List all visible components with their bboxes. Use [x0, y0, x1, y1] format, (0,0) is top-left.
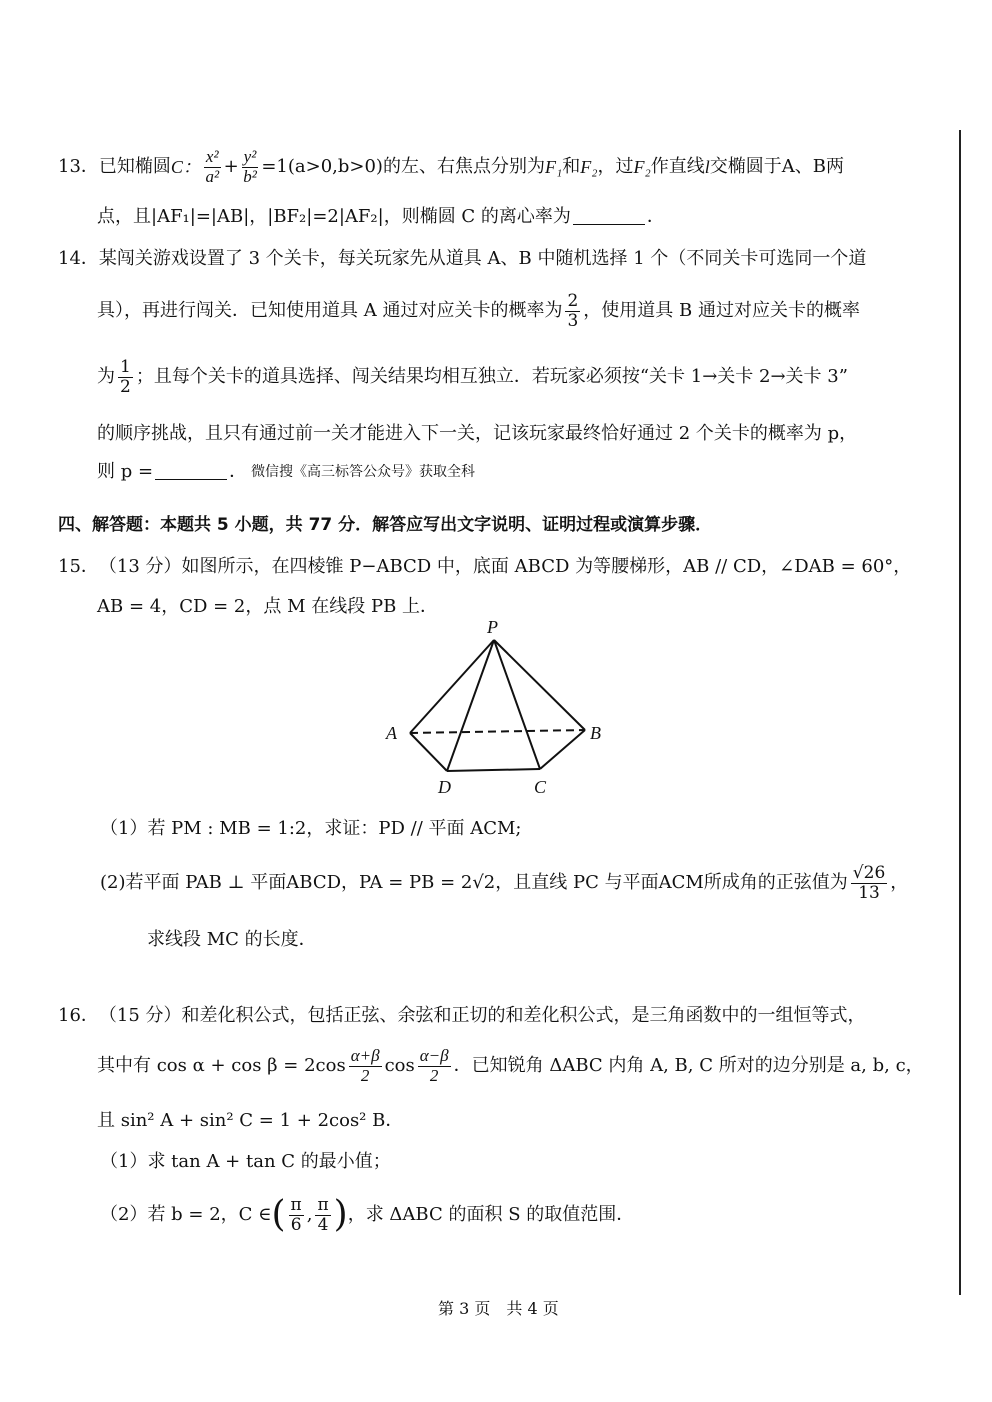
text: （1）若 PM : MB = 1:2，求证：PD // 平面 ACM;: [100, 818, 522, 839]
answer-blank: [573, 210, 645, 225]
num: 2: [567, 291, 579, 311]
num: π: [317, 1195, 329, 1215]
text: ，过: [597, 156, 634, 178]
fraction-alpha-minus-beta: [418, 1047, 451, 1085]
edge-PA: [410, 640, 494, 733]
den: 13: [858, 882, 880, 903]
edge-AD: [410, 733, 447, 771]
text: C：: [170, 157, 201, 178]
text: 的顺序挑战，且只有通过前一关才能进入下一关，记该玩家最终恰好通过 2 个关卡的概率为 p，: [97, 423, 858, 444]
answer-blank: [155, 465, 227, 480]
text: 其中有 cos α + cos β = 2cos: [97, 1055, 346, 1077]
label-C: C: [534, 777, 547, 797]
text: 某闯关游戏设置了 3 个关卡，每关玩家先从道具 A、B 中随机选择 1 个（不同关卡可选同一个道: [98, 248, 867, 269]
section-heading: 四、解答题：本题共 5 小题，共 77 分．解答应写出文字说明、证明过程或演算步骤．: [58, 515, 713, 535]
paren-close: ): [333, 1194, 348, 1236]
text: ，: [890, 872, 909, 894]
q15-part2-cont: [147, 931, 317, 949]
edge-PD: [447, 640, 494, 771]
q16-part2: （2）若 b = 2，C ∈ ( $\frac{\pi}{6}$ , $\frac{\pi}{4}$ ) ，求 ΔABC 的面积 S 的取值范围．: [100, 1194, 635, 1236]
q13-line2: [97, 208, 665, 226]
q14-line4: [97, 425, 857, 443]
text: （1）求 tan A + tan C 的最小值；: [100, 1151, 391, 1172]
q13-number: 13．: [58, 156, 99, 178]
text: 已知椭圆: [98, 156, 171, 178]
q16-line2: [97, 1047, 924, 1085]
den: a²: [205, 166, 220, 186]
paren-open: (: [271, 1194, 286, 1236]
edge-PB: [494, 640, 585, 730]
text: F₂: [633, 157, 651, 178]
text: +: [223, 156, 239, 178]
q15-line1: [58, 558, 911, 576]
text: 求线段 MC 的长度．: [147, 929, 317, 950]
text: F₁: [544, 157, 563, 178]
text: ；且每个关卡的道具选择、闯关结果均相互独立．若玩家必须按“关卡 1→关卡 2→关卡 3”: [135, 366, 848, 388]
q16-line3: [97, 1112, 403, 1130]
fraction-2-3: [565, 292, 580, 330]
num: y²: [243, 147, 257, 166]
num: x²: [205, 147, 219, 166]
num: π: [290, 1195, 302, 1215]
watermark-text: 微信搜《高三标答公众号》获取全科: [251, 464, 476, 480]
fraction-x: [204, 148, 221, 186]
q14-line1: [58, 250, 866, 268]
pyramid-figure: [370, 615, 630, 805]
den: 2: [429, 1065, 439, 1085]
text: AB = 4，CD = 2，点 M 在线段 PB 上．: [97, 596, 439, 617]
num: α+β: [350, 1046, 380, 1065]
text: 点，且|AF₁|=|AB|，|BF₂|=2|AF₂|，则椭圆 C 的离心率为: [97, 206, 571, 227]
page-footer: 第 3 页 共 4 页: [438, 1299, 559, 1318]
label-D: D: [438, 777, 451, 797]
text: （15 分）和差化积公式，包括正弦、余弦和正切的和差化积公式，是三角函数中的一组恒等式，: [98, 1005, 866, 1026]
text: 具），再进行闯关．已知使用道具 A 通过对应关卡的概率为: [97, 300, 563, 322]
text: 且 sin² A + sin² C = 1 + 2cos² B．: [97, 1110, 404, 1131]
den: 2: [120, 376, 131, 397]
q16-number: 16．: [58, 1005, 99, 1026]
text: F₂: [580, 157, 598, 178]
q14-line5: [97, 463, 475, 481]
text: （13 分）如图所示，在四棱锥 P−ABCD 中，底面 ABCD 为等腰梯形，AB // CD，∠DAB = 60°，: [98, 556, 912, 577]
fraction-1-2: [118, 358, 133, 396]
q15-part2: [100, 864, 908, 902]
text: (2)若平面 PAB ⊥ 平面ABCD，PA = PB = 2√2，且直线 PC 与平面ACM所成角的正弦值为: [100, 872, 848, 894]
text: l: [704, 157, 710, 178]
num: √26: [852, 863, 886, 883]
q14-line3: [97, 358, 848, 396]
text: （2）若 b = 2，C ∈: [100, 1204, 272, 1226]
text: 和: [562, 156, 581, 178]
label-B: B: [590, 723, 601, 743]
label-P: P: [487, 617, 498, 637]
q14-number: 14．: [58, 248, 99, 269]
text: ，求 ΔABC 的面积 S 的取值范围．: [347, 1204, 635, 1226]
q15-part1: [100, 820, 521, 838]
edge-PC: [494, 640, 540, 769]
edge-AB-hidden: [410, 730, 585, 733]
den: 2: [360, 1065, 370, 1085]
q13-line1: [58, 148, 844, 186]
q16-part1: [100, 1153, 391, 1171]
text: 作直线: [650, 156, 705, 178]
text: 则 p =: [97, 461, 154, 482]
den: b²: [243, 166, 257, 186]
fraction-y: [242, 148, 259, 186]
text: cos: [384, 1055, 415, 1077]
den: 4: [317, 1214, 329, 1235]
q15-number: 15．: [58, 556, 99, 577]
den: 3: [567, 310, 579, 331]
den: 6: [290, 1214, 302, 1235]
q16-line1: [58, 1007, 866, 1025]
fraction-alpha-plus-beta: [349, 1047, 382, 1085]
q15-line2: [97, 598, 438, 616]
q14-line2: [97, 292, 860, 330]
fraction-pi-4: [315, 1196, 330, 1234]
text: =1(a>0,b>0)的左、右焦点分别为: [261, 156, 545, 178]
margin-line: [959, 130, 961, 1295]
edge-DC: [447, 769, 540, 771]
text: 为: [97, 366, 115, 388]
text: ．: [646, 206, 665, 227]
text: ．: [229, 461, 248, 482]
text: ．已知锐角 ΔABC 内角 A, B, C 所对的边分别是 a, b, c，: [453, 1055, 924, 1077]
num: α−β: [419, 1046, 449, 1065]
edge-CB: [540, 730, 585, 769]
text: 交椭圆于A、B两: [709, 156, 844, 178]
num: 1: [120, 357, 131, 377]
text: ，使用道具 B 通过对应关卡的概率: [583, 300, 860, 322]
fraction-sqrt26-13: [851, 864, 887, 902]
fraction-pi-6: [289, 1196, 304, 1234]
label-A: A: [386, 723, 397, 743]
